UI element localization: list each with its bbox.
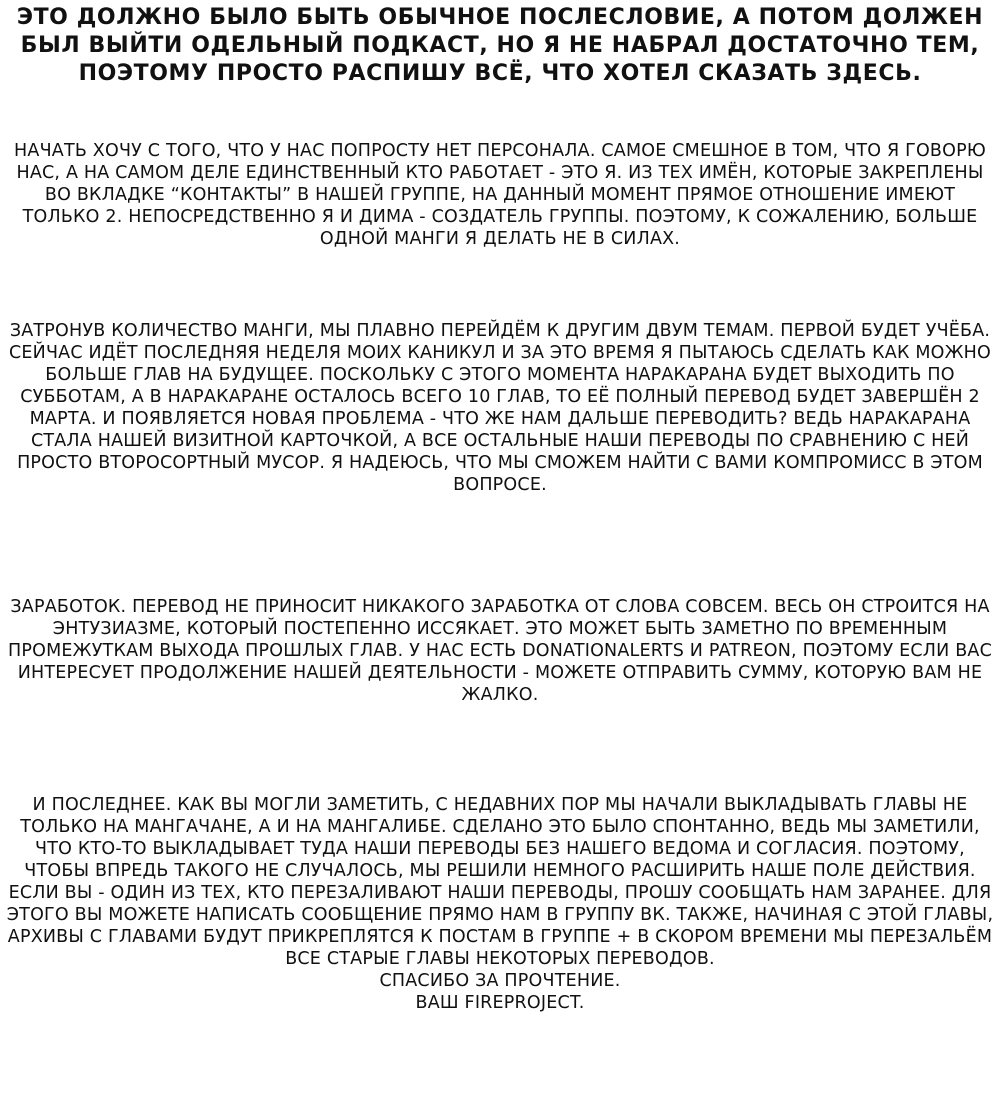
paragraph-staff: НАЧАТЬ ХОЧУ С ТОГО, ЧТО У НАС ПОПРОСТУ НЕТ ПЕРСОНАЛА. САМОЕ СМЕШНОЕ В ТОМ, ЧТО Я ГОВОРЮ НАС, А НА САМОМ ДЕЛЕ ЕДИНСТВЕННЫЙ КТО РАБОТАЕТ - ЭТО Я. ИЗ ТЕХ ИМЁН, КОТОРЫЕ ЗАКРЕПЛЕНЫ ВО ВКЛАДКЕ “КОНТАКТЫ” В НАШЕЙ ГРУППЕ, НА ДАННЫЙ МОМЕНТ ПРЯМОЕ ОТНОШЕНИЕ ИМЕЮТ ТОЛЬКО 2. НЕПОСРЕДСТВЕННО Я И ДИМА - СОЗДАТЕЛЬ ГРУППЫ. ПОЭТОМУ, К СОЖАЛЕНИЮ, БОЛЬШЕ ОДНОЙ МАНГИ Я ДЕЛАТЬ НЕ В СИЛАХ. [14, 141, 986, 249]
signature-line: ВАШ FIREPROJECT. [415, 993, 585, 1013]
paragraph-earnings: ЗАРАБОТОК. ПЕРЕВОД НЕ ПРИНОСИТ НИКАКОГО ЗАРАБОТКА ОТ СЛОВА СОВСЕМ. ВЕСЬ ОН СТРОИТСЯ НА ЭНТУЗИАЗМЕ, КОТОРЫЙ ПОСТЕПЕННО ИССЯКАЕТ. ЭТО МОЖЕТ БЫТЬ ЗАМЕТНО ПО ВРЕМЕННЫМ ПРОМЕЖУТКАМ ВЫХОДА ПРОШЛЫХ ГЛАВ. У НАС ЕСТЬ DONATIONALERTS И PATREON, ПОЭТОМУ ЕСЛИ ВАС ИНТЕРЕСУЕТ ПРОДОЛЖЕНИЕ НАШЕЙ ДЕЯТЕЛЬНОСТИ - МОЖЕТЕ ОТПРАВИТЬ СУММУ, КОТОРУЮ ВАМ НЕ ЖАЛКО. [8, 597, 992, 705]
thanks-line: СПАСИБО ЗА ПРОЧТЕНИЕ. [379, 971, 621, 991]
final-section [4, 794, 996, 1014]
paragraph-reuploads: И ПОСЛЕДНЕЕ. КАК ВЫ МОГЛИ ЗАМЕТИТЬ, С НЕДАВНИХ ПОР МЫ НАЧАЛИ ВЫКЛАДЫВАТЬ ГЛАВЫ НЕ ТОЛЬКО НА МАНГАЧАНЕ, А И НА МАНГАЛИБЕ. СДЕЛАНО ЭТО БЫЛО СПОНТАННО, ВЕДЬ МЫ ЗАМЕТИЛИ, ЧТО КТО-ТО ВЫКЛАДЫВАЕТ ТУДА НАШИ ПЕРЕВОДЫ БЕЗ НАШЕГО ВЕДОМА И СОГЛАСИЯ. ПОЭТОМУ, ЧТОБЫ ВПРЕДЬ ТАКОГО НЕ СЛУЧАЛОСЬ, МЫ РЕШИЛИ НЕМНОГО РАСШИРИТЬ НАШЕ ПОЛЕ ДЕЙСТВИЯ. ЕСЛИ ВЫ - ОДИН ИЗ ТЕХ, КТО ПЕРЕЗАЛИВАЮТ НАШИ ПЕРЕВОДЫ, ПРОШУ СООБЩАТЬ НАМ ЗАРАНЕЕ. ДЛЯ ЭТОГО ВЫ МОЖЕТЕ НАПИСАТЬ СООБЩЕНИЕ ПРЯМО НАМ В ГРУППУ ВК. ТАКЖЕ, НАЧИНАЯ С ЭТОЙ ГЛАВЫ, АРХИВЫ С ГЛАВАМИ БУДУТ ПРИКРЕПЛЯТСЯ К ПОСТАМ В ГРУППЕ + В СКОРОМ ВРЕМЕНИ МЫ ПЕРЕЗАЛЬЁМ ВСЕ СТАРЫЕ ГЛАВЫ НЕКОТОРЫХ ПЕРЕВОДОВ. [6, 795, 994, 969]
afterword-title: ЭТО ДОЛЖНО БЫЛО БЫТЬ ОБЫЧНОЕ ПОСЛЕСЛОВИЕ, А ПОТОМ ДОЛЖЕН БЫЛ ВЫЙТИ ОДЕЛЬНЫЙ ПОДКАСТ, НО Я НЕ НАБРАЛ ДОСТАТОЧНО ТЕМ, ПОЭТОМУ ПРОСТО РАСПИШУ ВСЁ, ЧТО ХОТЕЛ СКАЗАТЬ ЗДЕСЬ. [16, 5, 984, 86]
paragraph-manga-count-study: ЗАТРОНУВ КОЛИЧЕСТВО МАНГИ, МЫ ПЛАВНО ПЕРЕЙДЁМ К ДРУГИМ ДВУМ ТЕМАМ. ПЕРВОЙ БУДЕТ УЧЁБА. СЕЙЧАС ИДЁТ ПОСЛЕДНЯЯ НЕДЕЛЯ МОИХ КАНИКУЛ И ЗА ЭТО ВРЕМЯ Я ПЫТАЮСЬ СДЕЛАТЬ КАК МОЖНО БОЛЬШЕ ГЛАВ НА БУДУЩЕЕ. ПОСКОЛЬКУ С ЭТОГО МОМЕНТА НАРАКАРАНА БУДЕТ ВЫХОДИТЬ ПО СУББОТАМ, А В НАРАКАРАНЕ ОСТАЛОСЬ ВСЕГО 10 ГЛАВ, ТО ЕЁ ПОЛНЫЙ ПЕРЕВОД БУДЕТ ЗАВЕРШЁН 2 МАРТА. И ПОЯВЛЯЕТСЯ НОВАЯ ПРОБЛЕМА - ЧТО ЖЕ НАМ ДАЛЬШЕ ПЕРЕВОДИТЬ? ВЕДЬ НАРАКАРАНА СТАЛА НАШЕЙ ВИЗИТНОЙ КАРТОЧКОЙ, А ВСЕ ОСТАЛЬНЫЕ НАШИ ПЕРЕВОДЫ ПО СРАВНЕНИЮ С НЕЙ ПРОСТО ВТОРОСОРТНЫЙ МУСОР. Я НАДЕЮСЬ, ЧТО МЫ СМОЖЕМ НАЙТИ С ВАМИ КОМПРОМИСС В ЭТОМ ВОПРОСЕ. [9, 321, 991, 495]
